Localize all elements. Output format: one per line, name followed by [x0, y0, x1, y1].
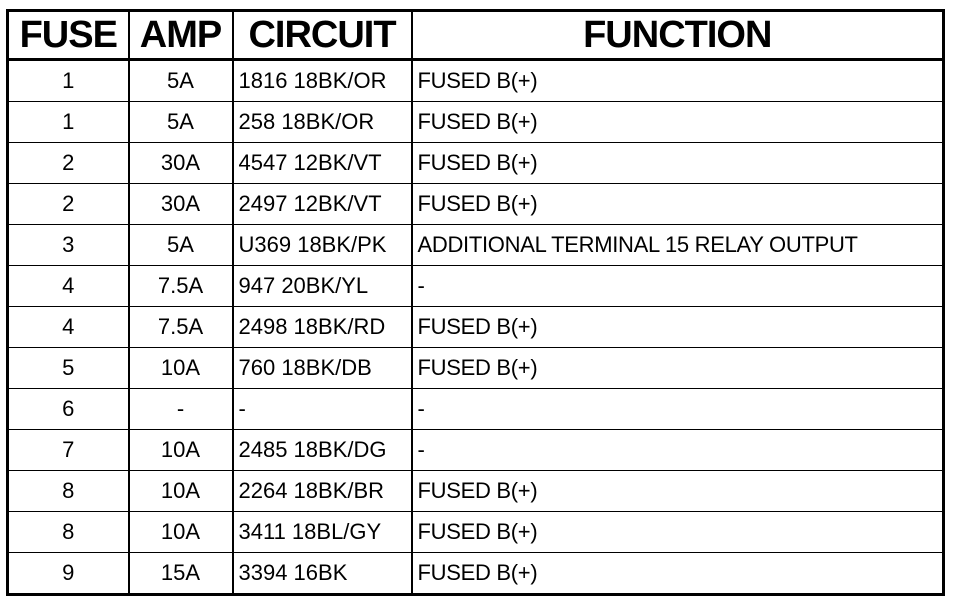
- fuse-table: [6, 9, 945, 596]
- circuit-cell: 2498 18BK/RD: [233, 307, 412, 348]
- circuit-cell: 3394 16BK: [233, 553, 412, 595]
- function-cell: FUSED B(+): [412, 143, 944, 184]
- function-cell: FUSED B(+): [412, 512, 944, 553]
- amp-cell: 7.5A: [129, 307, 233, 348]
- amp-cell: 5A: [129, 225, 233, 266]
- fuse-cell: 2: [8, 184, 129, 225]
- fuse-cell: 8: [8, 471, 129, 512]
- amp-cell: 10A: [129, 512, 233, 553]
- table-row: [8, 266, 944, 307]
- amp-cell: 5A: [129, 102, 233, 143]
- table-row: [8, 143, 944, 184]
- table-row: [8, 102, 944, 143]
- table-row: [8, 348, 944, 389]
- circuit-cell: 2264 18BK/BR: [233, 471, 412, 512]
- fuse-cell: 6: [8, 389, 129, 430]
- header-fuse: FUSE: [8, 11, 129, 60]
- fuse-cell: 4: [8, 266, 129, 307]
- circuit-cell: -: [233, 389, 412, 430]
- amp-cell: 5A: [129, 60, 233, 102]
- header-row: [8, 11, 944, 60]
- circuit-cell: 258 18BK/OR: [233, 102, 412, 143]
- circuit-cell: 1816 18BK/OR: [233, 60, 412, 102]
- function-cell: -: [412, 389, 944, 430]
- function-cell: FUSED B(+): [412, 102, 944, 143]
- amp-cell: 15A: [129, 553, 233, 595]
- fuse-cell: 1: [8, 60, 129, 102]
- table-row: [8, 307, 944, 348]
- amp-cell: 10A: [129, 348, 233, 389]
- amp-cell: 10A: [129, 471, 233, 512]
- fuse-cell: 9: [8, 553, 129, 595]
- table-row: [8, 471, 944, 512]
- header-amp: AMP: [129, 11, 233, 60]
- amp-cell: 10A: [129, 430, 233, 471]
- function-cell: FUSED B(+): [412, 60, 944, 102]
- table-row: [8, 512, 944, 553]
- circuit-cell: U369 18BK/PK: [233, 225, 412, 266]
- header-function: FUNCTION: [412, 11, 944, 60]
- function-cell: -: [412, 430, 944, 471]
- amp-cell: 30A: [129, 143, 233, 184]
- fuse-cell: 3: [8, 225, 129, 266]
- circuit-cell: 3411 18BL/GY: [233, 512, 412, 553]
- amp-cell: 7.5A: [129, 266, 233, 307]
- table-row: [8, 553, 944, 595]
- table-body: [8, 60, 944, 595]
- function-cell: FUSED B(+): [412, 348, 944, 389]
- table-row: [8, 184, 944, 225]
- function-cell: ADDITIONAL TERMINAL 15 RELAY OUTPUT: [412, 225, 944, 266]
- table-row: [8, 389, 944, 430]
- amp-cell: -: [129, 389, 233, 430]
- fuse-cell: 4: [8, 307, 129, 348]
- circuit-cell: 947 20BK/YL: [233, 266, 412, 307]
- circuit-cell: 2497 12BK/VT: [233, 184, 412, 225]
- circuit-cell: 4547 12BK/VT: [233, 143, 412, 184]
- function-cell: FUSED B(+): [412, 184, 944, 225]
- function-cell: FUSED B(+): [412, 553, 944, 595]
- fuse-cell: 8: [8, 512, 129, 553]
- fuse-cell: 1: [8, 102, 129, 143]
- circuit-cell: 2485 18BK/DG: [233, 430, 412, 471]
- table-row: [8, 430, 944, 471]
- fuse-cell: 7: [8, 430, 129, 471]
- table-header: [8, 11, 944, 60]
- fuse-cell: 5: [8, 348, 129, 389]
- function-cell: -: [412, 266, 944, 307]
- circuit-cell: 760 18BK/DB: [233, 348, 412, 389]
- header-circuit: CIRCUIT: [233, 11, 412, 60]
- function-cell: FUSED B(+): [412, 307, 944, 348]
- table-row: [8, 60, 944, 102]
- function-cell: FUSED B(+): [412, 471, 944, 512]
- fuse-cell: 2: [8, 143, 129, 184]
- amp-cell: 30A: [129, 184, 233, 225]
- table-row: [8, 225, 944, 266]
